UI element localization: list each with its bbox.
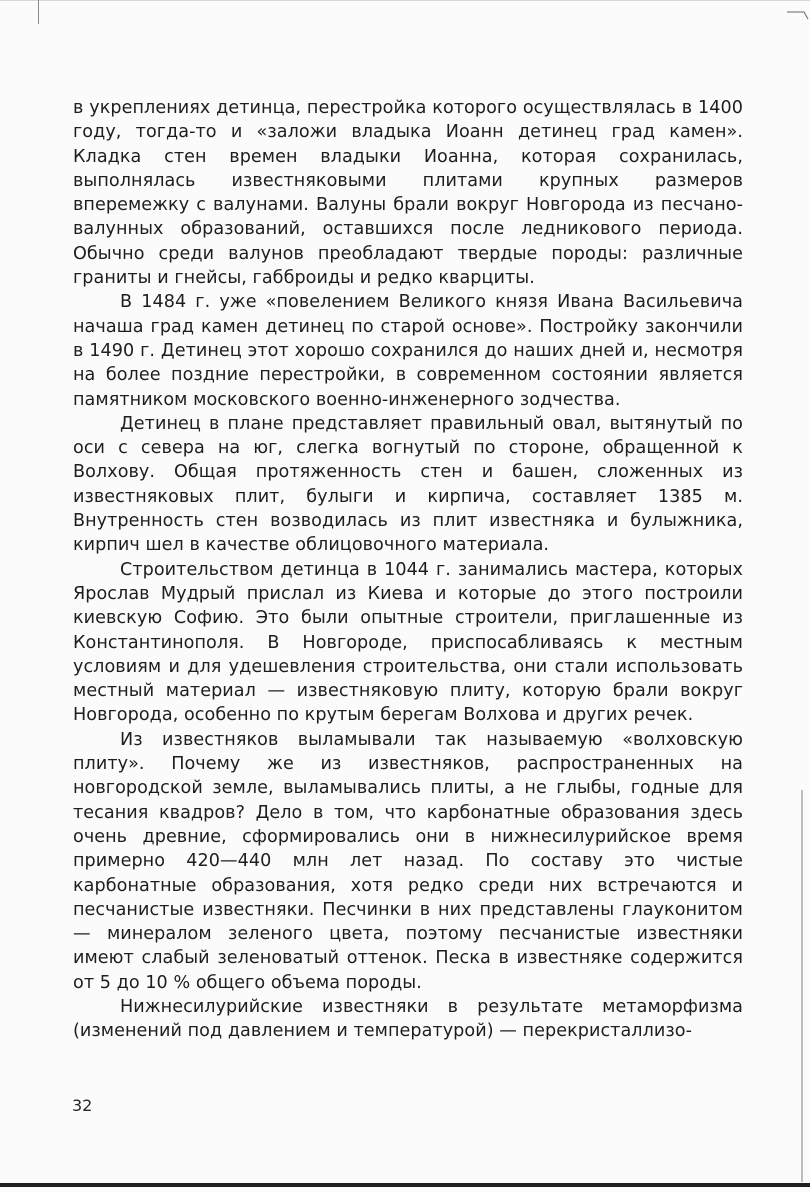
scan-right-edge xyxy=(801,790,803,1182)
paragraph-5: Из известняков выламывали так называемую «волховскую плиту». Почему же из известняков, распространенных на новгородской земле, выламывались плиты, а не глыбы, годные для тесания квадров? Дело в том, что карбонатные образования здесь очень древние, сформировались они в нижнесилурийское время примерно 420—440 млн лет назад. По составу это чистые карбонатные образования, хотя редко среди них встречаются и песчанистые известняки. Песчинки в них представлены глауконитом — минералом зеленого цвета, поэтому песчанистые известняки имеют слабый зеленоватый оттенок. Песка в известняке содержится от 5 до 10 % общего объема породы. xyxy=(73,729,743,993)
paragraph-6: Нижнесилурийские известняки в результате метаморфизма (изменений под давлением и температурой) — перекристаллизо- xyxy=(73,996,743,1042)
page-number: 32 xyxy=(72,1096,93,1115)
main-text-block xyxy=(73,96,743,1044)
paragraph-4: Строительством детинца в 1044 г. занимались мастера, которых Ярослав Мудрый прислал из Киева и которые до этого построили киевскую Софию. Это были опытные строители, приглашенные из Константинополя. В Новгороде, приспосабливаясь к местным условиям и для удешевления строительства, они стали использовать местный материал — известняковую плиту, которую брали вокруг Новгорода, особенно по крутым берегам Волхова и других речек. xyxy=(73,559,743,726)
scan-top-edge xyxy=(0,0,810,1)
scan-bottom-edge xyxy=(0,1183,810,1187)
paragraph-3: Детинец в плане представляет правильный овал, вытянутый по оси с севера на юг, слегка вогнутый по стороне, обращенной к Волхову. Общая протяженность стен и башен, сложенных из известняковых плит, булыги и кирпича, составляет 1385 м. Внутренность стен возводилась из плит известняка и булыжника, кирпич шел в качестве облицовочного материала. xyxy=(73,413,743,556)
paragraph-1: в укреплениях детинца, перестройка которого осуществлялась в 1400 году, тогда-то и «заложи владыка Иоанн детинец град камен». Кладка стен времен владыки Иоанна, которая сохранилась, выполнялась известняковыми плитами крупных размеров вперемежку с валунами. Валуны брали вокруг Новгорода из песчано-валунных образований, оставшихся после ледникового периода. Обычно среди валунов преобладают твердые породы: различные граниты и гнейсы, габброиды и редко кварциты. xyxy=(73,98,743,289)
paragraph-2: В 1484 г. уже «повелением Великого князя Ивана Васильевича начаша град камен детинец по старой основе». Постройку закончили в 1490 г. Детинец этот хорошо сохранился до наших дней и, несмотря на более поздние перестройки, в современном состоянии является памятником московского военно-инженерного зодчества. xyxy=(73,292,743,410)
scan-left-mark xyxy=(38,0,39,24)
scan-corner-mark xyxy=(787,10,810,22)
